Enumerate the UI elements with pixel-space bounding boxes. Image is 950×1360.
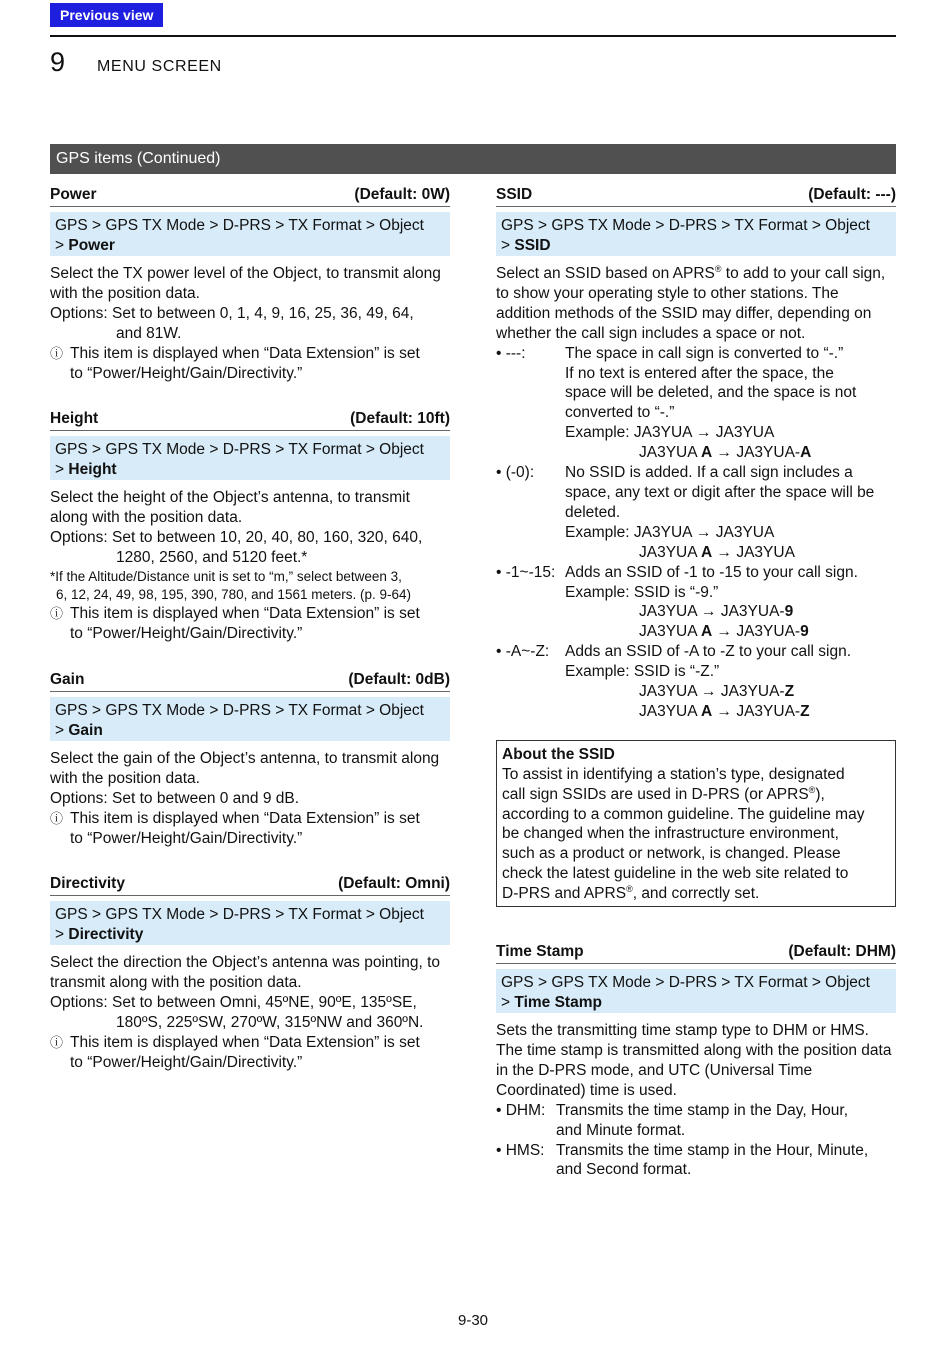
section-description: Select the direction the Object’s antenna was pointing, to transmit along with the position data. (50, 954, 441, 992)
menu-path-prefix: GPS > GPS TX Mode > D-PRS > TX Format > Object (55, 906, 424, 924)
info-icon: ⓘ (50, 606, 64, 622)
menu-path-prefix: GPS > GPS TX Mode > D-PRS > TX Format > Object (55, 701, 424, 719)
section-title: SSID (496, 186, 533, 203)
ssid-option: • -A~-Z: Adds an SSID of -A to -Z to your call sign. (496, 643, 852, 661)
menu-path-end: > Time Stamp (501, 994, 602, 1012)
ssid-example: JA3YUA → JA3YUA-Z (639, 683, 795, 701)
footnote: *If the Altitude/Distance unit is set to “m,” select between 3, (50, 569, 402, 585)
ssid-option-text: Example: SSID is “-Z.” (565, 663, 720, 681)
section-band: GPS items (Continued) (50, 144, 896, 174)
section-default: (Default: 0dB) (348, 670, 450, 688)
menu-path (50, 212, 450, 256)
menu-path-prefix: GPS > GPS TX Mode > D-PRS > TX Format > Object (55, 441, 424, 459)
section-default: (Default: 10ft) (350, 410, 450, 428)
menu-path (50, 901, 450, 945)
time-stamp-section (496, 941, 896, 1180)
info-note-cont: to “Power/Height/Gain/Directivity.” (70, 624, 303, 642)
timestamp-option: • DHM: Transmits the time stamp in the Day, Hour, (496, 1101, 849, 1119)
section-default: (Default: 0W) (354, 186, 450, 203)
info-note: ⓘ This item is displayed when “Data Extension” is set (50, 605, 420, 623)
header-rule (50, 35, 896, 37)
info-note-cont: to “Power/Height/Gain/Directivity.” (70, 1053, 303, 1071)
info-note-cont: to “Power/Height/Gain/Directivity.” (70, 364, 303, 382)
left-column (50, 184, 450, 1073)
timestamp-option: • HMS: Transmits the time stamp in the Hour, Minute, (496, 1141, 869, 1159)
ssid-example: JA3YUA A → JA3YUA (639, 543, 795, 561)
menu-path-end: > Gain (55, 721, 103, 739)
about-line: call sign SSIDs are used in D-PRS (or APRS®), (502, 784, 825, 803)
about-line: To assist in identifying a station’s type, designated (502, 765, 845, 783)
menu-path-prefix: GPS > GPS TX Mode > D-PRS > TX Format > Object (55, 217, 424, 234)
ssid-option: • ---: The space in call sign is converted to “-.” (496, 344, 844, 362)
section-description: Sets the transmitting time stamp type to DHM or HMS. The time stamp is transmitted along with the position data in the D-PRS mode, and UTC (Universal Time Coordinated) time is used. (496, 1022, 892, 1099)
menu-path (50, 697, 450, 741)
options-line: Options: Set to between 0, 1, 4, 9, 16, 25, 36, 49, 64, (50, 304, 414, 322)
menu-path (496, 212, 896, 256)
section-header (496, 941, 896, 964)
page-number: 9-30 (457, 1312, 489, 1329)
section-title: Directivity (50, 875, 125, 893)
section-title: Height (50, 410, 99, 428)
menu-path-end: > Power (55, 237, 115, 254)
menu-path-prefix: GPS > GPS TX Mode > D-PRS > TX Format > Object (501, 217, 870, 234)
options-line: Options: Set to between 10, 20, 40, 80, 160, 320, 640, (50, 529, 423, 547)
ssid-example: JA3YUA A → JA3YUA-A (639, 444, 812, 462)
menu-path-end: > Directivity (55, 926, 144, 944)
menu-path-end: > Height (55, 461, 117, 479)
ssid-example: JA3YUA A → JA3YUA-9 (639, 623, 809, 641)
ssid-option-text: If no text is entered after the space, the space will be deleted, and the space is not converted to “-.” Example: JA3YUA → JA3YUA (565, 364, 857, 442)
right-column (496, 184, 896, 1180)
menu-path-prefix: GPS > GPS TX Mode > D-PRS > TX Format > Object (501, 974, 870, 992)
menu-path (50, 436, 450, 480)
section-description: Select the TX power level of the Object, to transmit along with the position data. (50, 265, 441, 302)
section-header (496, 184, 896, 207)
section-header (50, 873, 450, 896)
options-line-cont: 180ºS, 225ºSW, 270ºW, 315ºNW and 360ºN. (116, 1014, 424, 1032)
timestamp-option-cont: and Second format. (556, 1161, 692, 1179)
ssid-example: JA3YUA → JA3YUA-9 (639, 603, 794, 621)
chapter-number: 9 (50, 47, 66, 77)
power-section (50, 184, 450, 383)
options-line: Options: Set to between Omni, 45ºNE, 90ºE, 135ºSE, (50, 994, 417, 1012)
info-note: ⓘ This item is displayed when “Data Extension” is set (50, 1034, 420, 1052)
info-note: ⓘ This item is displayed when “Data Extension” is set (50, 809, 420, 827)
about-ssid-title: About the SSID (502, 745, 615, 763)
section-default: (Default: Omni) (338, 875, 450, 893)
options-line-cont: 1280, 2560, and 5120 feet.* (116, 549, 308, 567)
section-header (50, 408, 450, 431)
options-line-cont: and 81W. (116, 324, 182, 342)
ssid-option-text: Example: SSID is “-9.” (565, 583, 719, 601)
about-line: D-PRS and APRS®, and correctly set. (502, 884, 760, 903)
ssid-option: • (-0): No SSID is added. If a call sign includes a (496, 464, 853, 482)
about-ssid-box (496, 740, 896, 907)
menu-path (496, 969, 896, 1013)
chapter-title: MENU SCREEN (97, 58, 222, 75)
height-section (50, 408, 450, 643)
section-title: Gain (50, 670, 85, 688)
ssid-example: JA3YUA A → JA3YUA-Z (639, 702, 810, 720)
info-icon: ⓘ (50, 1035, 64, 1051)
options-line: Options: Set to between 0 and 9 dB. (50, 789, 300, 807)
section-title: Power (50, 186, 97, 203)
directivity-section (50, 873, 450, 1072)
section-description: Select the height of the Object’s antenna, to transmit along with the position data. (50, 489, 410, 527)
ssid-option: • -1~-15: Adds an SSID of -1 to -15 to your call sign. (496, 563, 858, 581)
section-header (50, 669, 450, 692)
previous-view-button[interactable]: Previous view (50, 3, 163, 27)
info-note: ⓘ This item is displayed when “Data Extension” is set (50, 344, 420, 362)
section-default: (Default: ---) (808, 186, 896, 203)
section-title: Time Stamp (496, 943, 584, 961)
section-description: Select an SSID based on APRS® to add to your call sign, to show your operating style to other stations. The addition methods of the SSID may differ, depending on whether the call sign includes a space or not. (496, 263, 886, 342)
gain-section (50, 669, 450, 849)
info-note-cont: to “Power/Height/Gain/Directivity.” (70, 829, 303, 847)
info-icon: ⓘ (50, 810, 64, 826)
about-line: according to a common guideline. The guideline may (502, 805, 865, 823)
info-icon: ⓘ (50, 345, 64, 361)
ssid-option-text: space, any text or digit after the space will be deleted. Example: JA3YUA → JA3YUA (565, 483, 875, 541)
timestamp-option-cont: and Minute format. (556, 1121, 686, 1139)
section-default: (Default: DHM) (788, 943, 896, 961)
about-line: check the latest guideline in the web site related to (502, 865, 849, 883)
about-line: be changed when the infrastructure environment, (502, 825, 839, 843)
about-line: such as a product or network, is changed. Please (502, 845, 841, 863)
menu-path-end: > SSID (501, 237, 551, 254)
ssid-section (496, 184, 896, 907)
footnote-cont: 6, 12, 24, 49, 98, 195, 390, 780, and 1561 meters. (p. 9-64) (56, 587, 411, 603)
section-header (50, 184, 450, 207)
section-description: Select the gain of the Object’s antenna, to transmit along with the position data. (50, 749, 440, 787)
